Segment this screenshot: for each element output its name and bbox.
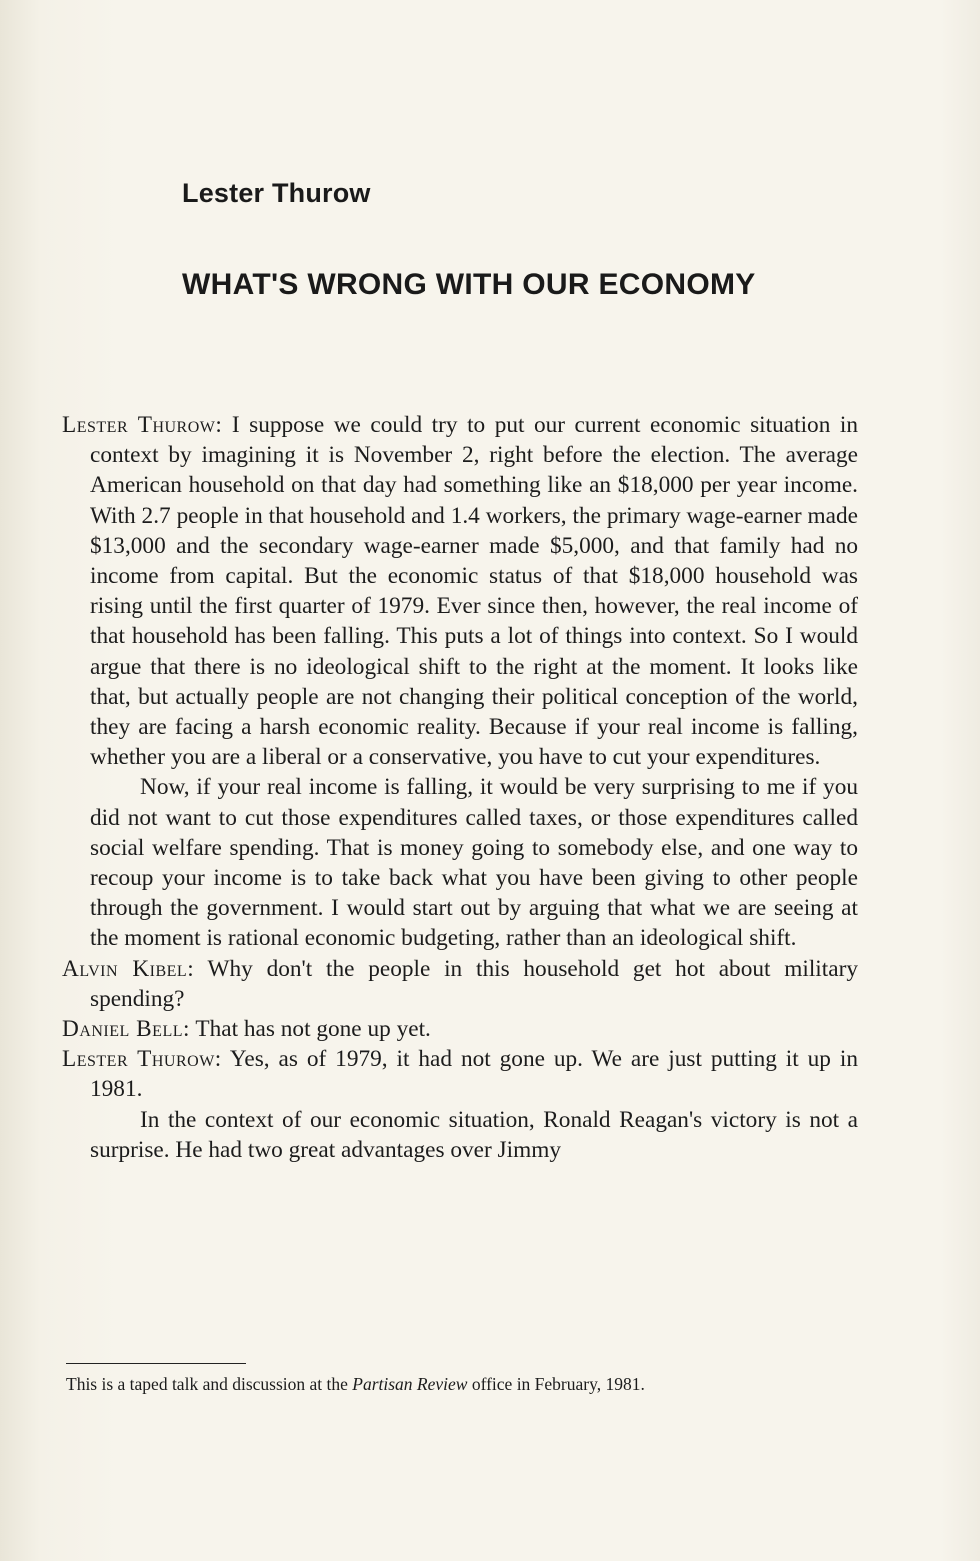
dialogue-text: Why don't the people in this household get hot about military spending? [90,955,858,1012]
dialogue-entry [62,954,858,1014]
dialogue-text: That has not gone up yet. [195,1016,431,1043]
dialogue-body [62,410,858,1165]
speaker-name: Alvin Kibel: [62,955,195,982]
speaker-name: Daniel Bell: [62,1016,190,1043]
dialogue-paragraph: Now, if your real income is falling, it would be very surprising to me if you did not want to cut those expenditures called taxes, or those expenditures called social welfare spending. That is money going to somebody else, and one way to recoup your income is to take back what you have been giving to other people through the government. I would start out by arguing that what we are seeing at the moment is rational economic budgeting, rather than an ideological shift. [90,774,858,952]
author-name: Lester Thurow [182,178,371,208]
dialogue-text: Yes, as of 1979, it had not gone up. We are just putting it up in 1981. [90,1046,859,1103]
speaker-name: Lester Thurow: [62,412,223,438]
footnote-text-after: office in February, 1981. [467,1374,645,1394]
footnote-text-before: This is a taped talk and discussion at the [66,1374,353,1394]
footnote [66,1374,645,1395]
dialogue-entry [62,410,858,772]
dialogue-entry [62,1044,858,1104]
chapter-title: WHAT'S WRONG WITH OUR ECONOMY [182,268,756,301]
dialogue-text: I suppose we could try to put our current economic situation in context by imagining it is November 2, right before the election. The average American household on that day had something like an $18,000 per year income. With 2.7 people in that household and 1.4 workers, the primary wage-earner made $13,000 and the secondary wage-earner made $5,000, and that family had no income from capital. But the economic status of that $18,000 household was rising until the first quarter of 1979. Ever since then, however, the real income of that household has been falling. This puts a lot of things into context. So I would argue that there is no ideological shift to the right at the moment. It looks like that, but actually people are not changing their political conception of the world, they are facing a harsh economic reality. Because if your real income is falling, whether you are a liberal or a conservative, you have to cut your expenditures. [90,412,858,771]
footnote-rule [66,1363,246,1364]
dialogue-entry [62,1014,858,1044]
speaker-name: Lester Thurow: [62,1046,222,1073]
footnote-publication: Partisan Review [352,1374,468,1394]
dialogue-paragraph: In the context of our economic situation, Ronald Reagan's victory is not a surprise. He had two great advantages over Jimmy [90,1106,858,1163]
